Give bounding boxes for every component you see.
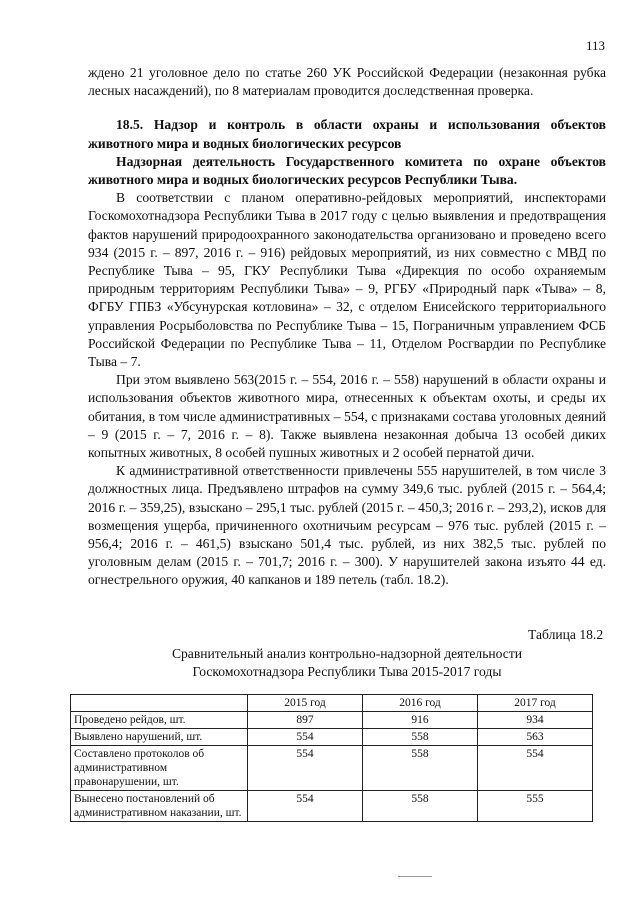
cell-2016: 916 [363, 712, 478, 729]
row-label: Составлено протоколов об административном правонарушении, шт. [71, 746, 248, 791]
header-empty [71, 695, 248, 712]
row-label: Вынесено постановлений об административном наказании, шт. [71, 791, 248, 822]
page-number: 113 [586, 38, 606, 53]
table-title-line-1: Сравнительный анализ контрольно-надзорной деятельности [171, 646, 523, 661]
section-heading: 18.5. Надзор и контроль в области охраны и использования объектов животного мира и водных биологических ресурсов [88, 117, 606, 151]
paragraph-raids: В соответствии с планом оперативно-рейдовых мероприятий, инспекторами Госкомохотнадзора Республики Тыва в 2017 году с целью выявления и предотвращения фактов нарушений природоохранного законодательства организовано и проведено всего 934 (2015 г. – 897, 2016 г. – 916) рейдовых мероприятий, из них совместно с МВД по Республике Тыва – 95, ГКУ Республики Тыва «Дирекция по особо охраняемым природным территориям Республики Тыва» – 9, РГБУ «Природный парк «Тыва» – 8, ФГБУ ГПБЗ «Убсунурская котловина» – 32, с отделом Енисейского территориального управления Росрыболовства по Республике Тыва – 15, Пограничным управлением ФСБ Российской Федерации по Республике Тыва – 11, Отделом Росгвардии по Республике Тыва – 7. [88, 190, 606, 370]
table-label: Таблица 18.2 [528, 627, 604, 642]
table-row [71, 746, 593, 791]
cell-2017: 934 [478, 712, 593, 729]
cell-2015: 554 [248, 729, 363, 746]
header-2017: 2017 год [478, 695, 593, 712]
table-title [88, 645, 606, 681]
cell-2017: 554 [478, 746, 593, 791]
cell-2017: 555 [478, 791, 593, 822]
table-title-line-2: Госкомохотнадзора Республики Тыва 2015-2017 годы [192, 664, 502, 679]
cell-2016: 558 [363, 729, 478, 746]
table-row [71, 729, 593, 746]
paragraph-violations: При этом выявлено 563(2015 г. – 554, 2016 г. – 558) нарушений в области охраны и использования объектов животного мира, отнесенных к объектам охоты, и среды их обитания, в том числе административных – 554, с признаками состава уголовных деяний – 9 (2015 г. – 7, 2016 г. – 8). Также выявлена незаконная добыча 13 особей диких копытных животных, 8 особей пушных животных и 2 особей пернатой дичи. [88, 372, 606, 461]
cell-2015: 554 [248, 791, 363, 822]
cell-2017: 563 [478, 729, 593, 746]
row-label: Проведено рейдов, шт. [71, 712, 248, 729]
cell-2016: 558 [363, 791, 478, 822]
subsection-heading: Надзорная деятельность Государственного комитета по охране объектов животного мира и водных биологических ресурсов Республики Тыва. [88, 153, 606, 188]
paragraph-continuation: ждено 21 уголовное дело по статье 260 УК Российской Федерации (незаконная рубка лесных насаждений), по 8 материалам проводится доследственная проверка. [88, 65, 606, 99]
scan-mark [398, 876, 432, 877]
cell-2015: 554 [248, 746, 363, 791]
header-2016: 2016 год [363, 695, 478, 712]
table-header-row [71, 695, 593, 712]
table-row [71, 791, 593, 822]
cell-2016: 558 [363, 746, 478, 791]
cell-2015: 897 [248, 712, 363, 729]
body-text [88, 64, 606, 590]
paragraph-liability: К административной ответственности привлечены 555 нарушителей, в том числе 3 должностных лица. Предъявлено штрафов на сумму 349,6 тыс. рублей (2015 г. – 564,4; 2016 г. – 359,25), взыскано – 295,1 тыс. рублей (2015 г. – 450,3; 2016 г. – 293,2), исков для возмещения ущерба, причиненного охотничьим ресурсам – 976 тыс. рублей (2015 г. – 956,4; 2016 г. – 461,5) взыскано 501,4 тыс. рублей, из них 382,5 тыс. рублей по уголовным делам (2015 г. – 701,7; 2016 г. – 300). У нарушителей закона изъято 44 ед. огнестрельного оружия, 40 капканов и 189 петель (табл. 18.2). [88, 463, 606, 588]
comparison-table [70, 694, 593, 822]
header-2015: 2015 год [248, 695, 363, 712]
table-row [71, 712, 593, 729]
row-label: Выявлено нарушений, шт. [71, 729, 248, 746]
